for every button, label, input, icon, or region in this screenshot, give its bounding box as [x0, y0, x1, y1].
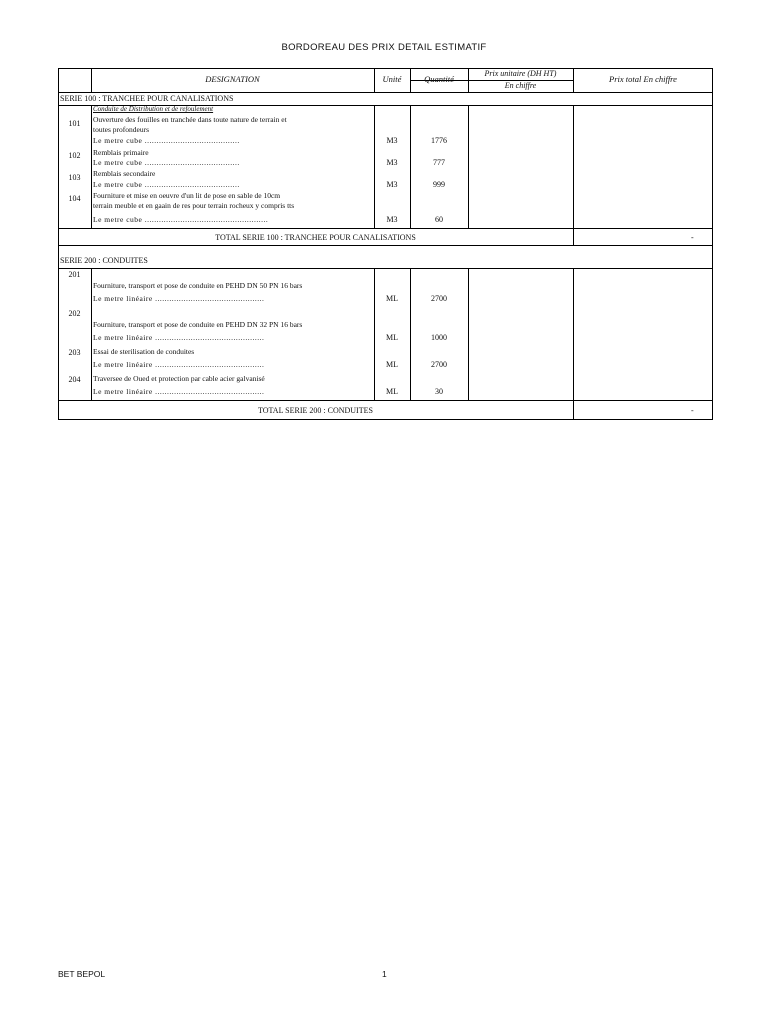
item-104-desc: Fourniture et mise en oeuvre d'un lit de pose en sable de 10cm	[93, 191, 281, 200]
serie200-divider	[58, 268, 713, 269]
item-102-desc: Remblais primaire	[93, 148, 149, 157]
item-101-desc: Ouverture des fouilles en tranchée dans toute nature de terrain et	[93, 115, 287, 124]
serie100-subtitle: Conduite de Distribution et de refoulement	[93, 105, 214, 113]
page-number: 1	[382, 969, 387, 979]
item-101-qty: 1776	[431, 136, 447, 145]
item-102-number: 102	[68, 151, 81, 160]
header-designation: DESIGNATION	[205, 74, 260, 84]
total-serie200-label: TOTAL SERIE 200 : CONDUITES	[258, 406, 373, 415]
page-title: BORDOREAU DES PRIX DETAIL ESTIMATIF	[281, 42, 487, 53]
item-201-desc: Fourniture, transport et pose de conduite en PEHD DN 50 PN 16 bars	[93, 281, 303, 290]
header-prix-unitaire: Prix unitaire (DH HT)	[484, 69, 557, 78]
total-serie100-label: TOTAL SERIE 100 : TRANCHEE POUR CANALISATIONS	[215, 233, 416, 242]
item-102-qty: 777	[433, 158, 445, 167]
item-103-number: 103	[68, 173, 81, 182]
header-quantite: Quantité	[424, 74, 454, 84]
item-104-desc2: terrain meuble et en gaain de res pour terrain rocheux y compris tts	[93, 201, 295, 210]
item-104-number: 104	[68, 194, 81, 203]
item-103-qty: 999	[433, 180, 445, 189]
item-102-measure: Le metre cube ........................................	[93, 158, 240, 167]
item-104-unit: M3	[386, 215, 398, 224]
item-104-measure: Le metre cube ....................................................	[93, 215, 269, 224]
footer-company: BET BEPOL	[58, 969, 106, 979]
total100-top	[58, 228, 713, 229]
item-203-measure: Le metre linéaire ..............................................	[93, 360, 265, 369]
item-201-measure: Le metre linéaire ..............................................	[93, 294, 265, 303]
item-101-unit: M3	[386, 136, 398, 145]
item-101-number: 101	[68, 119, 81, 128]
item-203-qty: 2700	[431, 360, 447, 369]
item-201-qty: 2700	[431, 294, 447, 303]
item-202-measure: Le metre linéaire ..............................................	[93, 333, 265, 342]
item-103-desc: Remblais secondaire	[93, 169, 156, 178]
serie200-title: SERIE 200 : CONDUITES	[60, 256, 148, 265]
item-204-desc: Traversee de Oued et protection par cable acier galvanisé	[93, 374, 265, 383]
item-201-number: 201	[68, 270, 81, 279]
total-serie200-value: -	[691, 406, 694, 415]
header-en-chiffre: En chiffre	[504, 81, 537, 90]
item-203-desc: Essai de sterilisation de conduites	[93, 347, 195, 356]
item-101-measure: Le metre cube ........................................	[93, 136, 240, 145]
item-203-unit: ML	[386, 360, 398, 369]
item-202-qty: 1000	[431, 333, 447, 342]
item-203-number: 203	[68, 348, 81, 357]
item-101-desc2: toutes profondeurs	[93, 125, 150, 134]
item-204-number: 204	[68, 375, 81, 384]
item-204-measure: Le metre linéaire ..............................................	[93, 387, 265, 396]
item-102-unit: M3	[386, 158, 398, 167]
header-divider	[58, 92, 713, 93]
total100-bottom	[58, 245, 713, 246]
item-103-unit: M3	[386, 180, 398, 189]
total200-top	[58, 400, 713, 401]
item-201-unit: ML	[386, 294, 398, 303]
item-202-number: 202	[68, 309, 81, 318]
item-204-qty: 30	[435, 387, 443, 396]
header-unite: Unité	[382, 74, 402, 84]
serie100-title: SERIE 100 : TRANCHEE POUR CANALISATIONS	[60, 94, 234, 103]
header-prix-total: Prix total En chiffre	[609, 74, 677, 84]
item-204-unit: ML	[386, 387, 398, 396]
item-202-desc: Fourniture, transport et pose de conduite en PEHD DN 32 PN 16 bars	[93, 320, 303, 329]
item-103-measure: Le metre cube ........................................	[93, 180, 240, 189]
item-104-qty: 60	[435, 215, 443, 224]
total-serie100-value: -	[691, 233, 694, 242]
estimate-table	[58, 68, 713, 420]
item-202-unit: ML	[386, 333, 398, 342]
